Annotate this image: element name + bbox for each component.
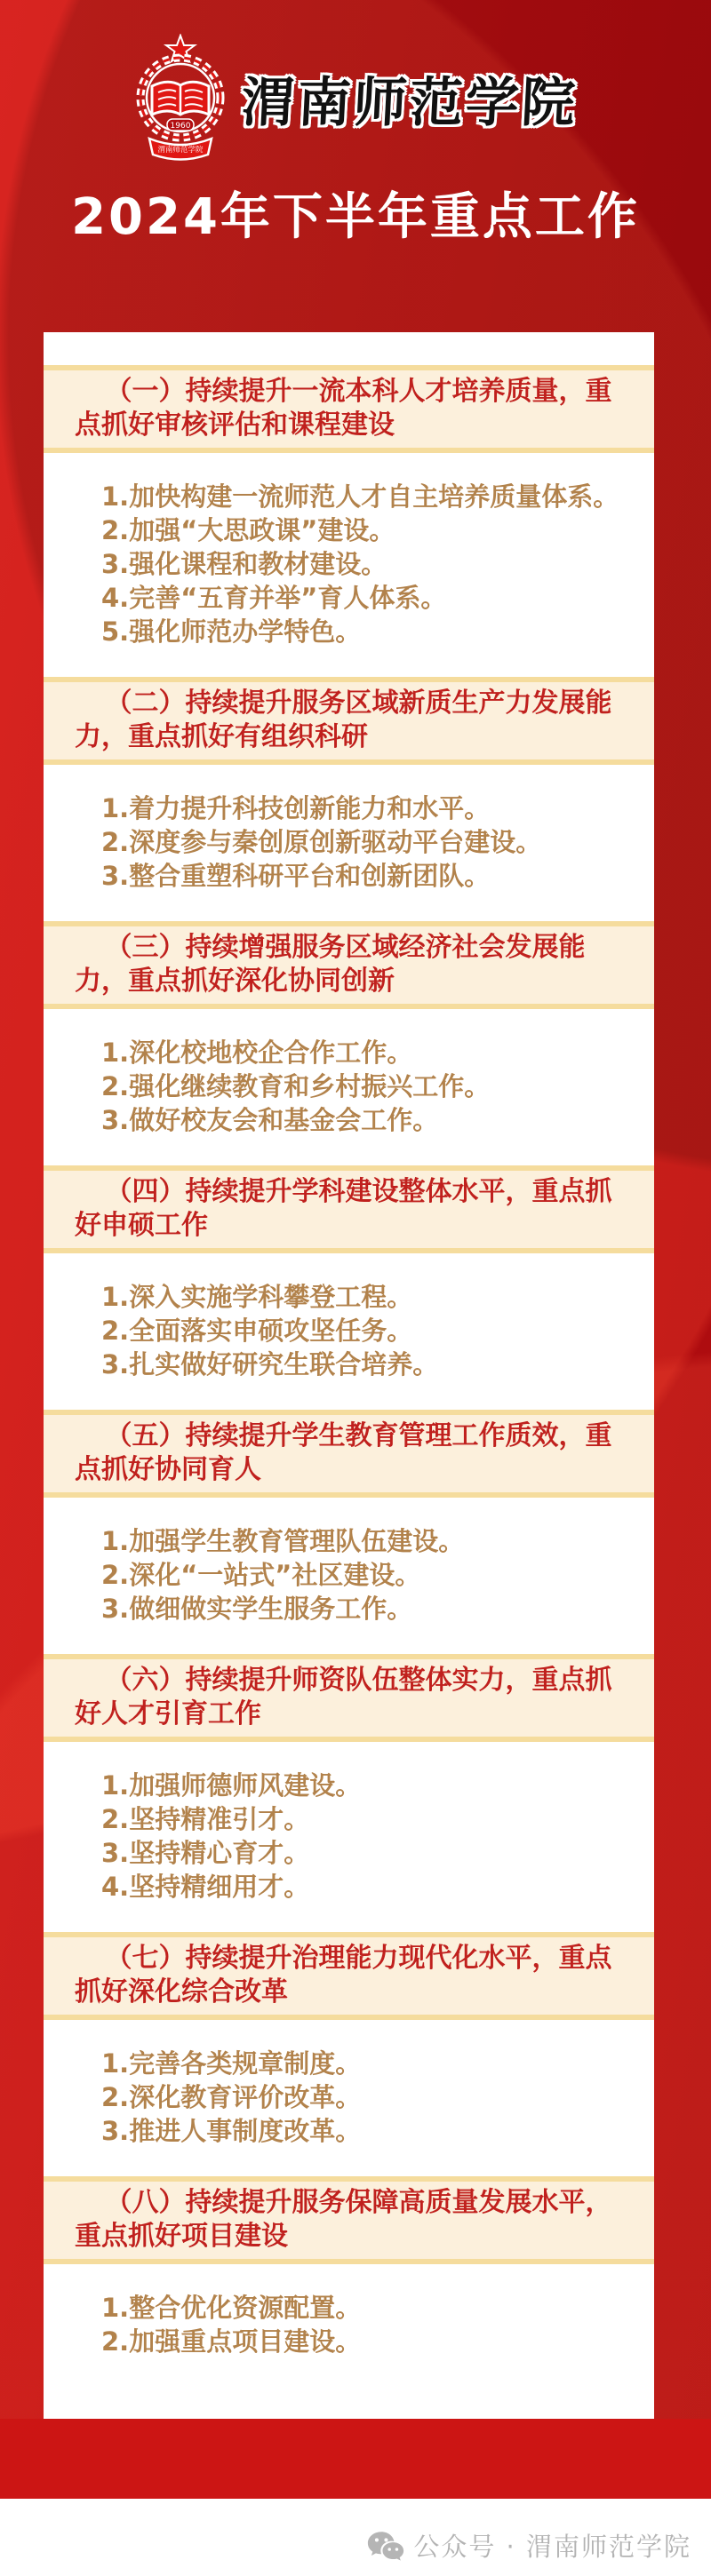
section-items <box>44 765 654 921</box>
section-heading: （一）持续提升一流本科人才培养质量，重点抓好审核评估和课程建设 <box>44 365 654 453</box>
section-heading: （五）持续提升学生教育管理工作质效，重点抓好协同育人 <box>44 1410 654 1498</box>
work-section <box>44 1410 654 1654</box>
poster-title: 2024年下半年重点工作 <box>71 188 640 246</box>
work-item: 3.扎实做好研究生联合培养。 <box>101 1349 439 1379</box>
work-item: 1.完善各类规章制度。 <box>101 2048 362 2079</box>
section-items <box>44 1742 654 1932</box>
emblem-ribbon-label: 渭南师范学院 <box>157 146 204 155</box>
work-item: 2.坚持精准引才。 <box>101 1804 310 1834</box>
work-item: 5.强化师范办学特色。 <box>101 616 362 647</box>
work-item: 3.整合重塑科研平台和创新团队。 <box>101 861 491 891</box>
content-card <box>44 332 654 2419</box>
work-section <box>44 1165 654 1410</box>
school-name: 渭南师范学院 <box>239 72 579 134</box>
section-heading: （四）持续提升学科建设整体水平，重点抓好申硕工作 <box>44 1165 654 1253</box>
work-item: 1.深入实施学科攀登工程。 <box>101 1282 413 1312</box>
section-heading: （六）持续提升师资队伍整体实力，重点抓好人才引育工作 <box>44 1654 654 1742</box>
work-item: 3.做细做实学生服务工作。 <box>101 1594 413 1624</box>
section-items <box>44 2020 654 2176</box>
work-item: 2.深化“一站式”社区建设。 <box>101 1560 421 1590</box>
section-items <box>44 1253 654 1410</box>
work-item: 3.推进人事制度改革。 <box>101 2116 362 2146</box>
work-item: 1.加强师德师风建设。 <box>101 1770 362 1801</box>
work-section <box>44 921 654 1165</box>
section-heading: （七）持续提升治理能力现代化水平，重点抓好深化综合改革 <box>44 1932 654 2020</box>
work-item: 3.坚持精心育才。 <box>101 1838 310 1868</box>
page-footer <box>0 2499 711 2576</box>
work-section <box>44 1932 654 2176</box>
work-item: 2.加强重点项目建设。 <box>101 2326 362 2357</box>
school-brand <box>0 0 711 163</box>
work-section <box>44 2176 654 2387</box>
work-item: 2.全面落实申硕攻坚任务。 <box>101 1316 413 1346</box>
work-item: 1.深化校地校企合作工作。 <box>101 1038 413 1068</box>
section-heading: （三）持续增强服务区域经济社会发展能力，重点抓好深化协同创新 <box>44 921 654 1009</box>
work-section <box>44 365 654 677</box>
wechat-watermark <box>367 2527 691 2564</box>
section-items <box>44 1009 654 1165</box>
work-section <box>44 1654 654 1932</box>
school-emblem-icon <box>133 34 228 163</box>
section-items <box>44 453 654 677</box>
work-item: 1.着力提升科技创新能力和水平。 <box>101 793 491 823</box>
section-items <box>44 1498 654 1654</box>
work-section <box>44 677 654 921</box>
work-item: 2.深度参与秦创原创新驱动平台建设。 <box>101 827 542 857</box>
work-item: 3.强化课程和教材建设。 <box>101 549 387 579</box>
section-items <box>44 2264 654 2387</box>
work-item: 1.整合优化资源配置。 <box>101 2293 362 2323</box>
work-item: 1.加快构建一流师范人才自主培养质量体系。 <box>101 481 619 512</box>
work-item: 4.坚持精细用才。 <box>101 1872 310 1902</box>
work-item: 2.加强“大思政课”建设。 <box>101 515 395 545</box>
section-heading: （二）持续提升服务区域新质生产力发展能力，重点抓好有组织科研 <box>44 677 654 765</box>
section-heading: （八）持续提升服务保障高质量发展水平，重点抓好项目建设 <box>44 2176 654 2264</box>
work-item: 2.强化继续教育和乡村振兴工作。 <box>101 1071 491 1101</box>
emblem-year: 1960 <box>170 122 191 131</box>
work-item: 3.做好校友会和基金会工作。 <box>101 1105 439 1135</box>
work-item: 4.完善“五育并举”育人体系。 <box>101 583 447 613</box>
watermark-label: 公众号 · 渭南师范学院 <box>413 2532 691 2562</box>
poster-bottom-band <box>0 2419 711 2499</box>
wechat-icon <box>367 2530 404 2562</box>
work-item: 1.加强学生教育管理队伍建设。 <box>101 1526 465 1556</box>
work-item: 2.深化教育评价改革。 <box>101 2082 362 2112</box>
